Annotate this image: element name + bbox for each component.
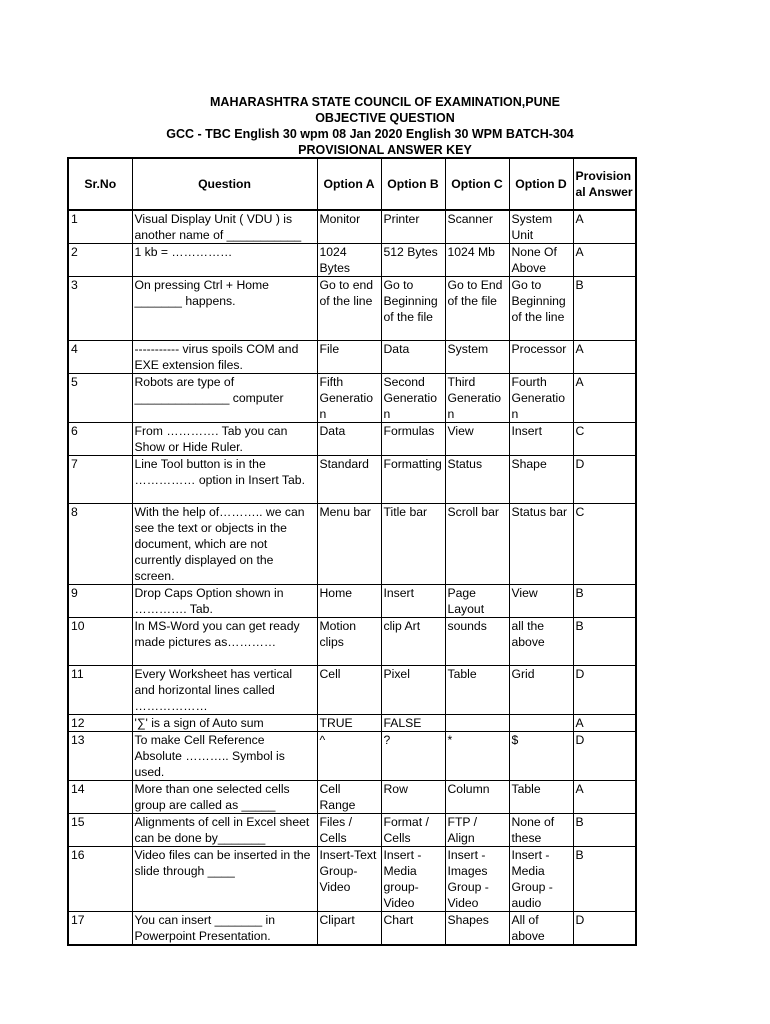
cell-question: With the help of……….. we can see the text or objects in the document, which are not currently displayed on the screen. [132, 504, 317, 585]
cell-question: More than one selected cells group are called as _____ [132, 781, 317, 814]
col-header-option-a: Option A [317, 158, 381, 210]
exam-details: GCC - TBC English 30 wpm 08 Jan 2020 English 30 WPM BATCH-304 [166, 127, 574, 141]
cell-answer: A [573, 210, 636, 244]
table-row [68, 585, 636, 618]
col-header-option-b: Option B [381, 158, 445, 210]
cell-option-c: Third Generation [445, 374, 509, 423]
cell-option-c: Status [445, 456, 509, 504]
cell-srno: 10 [68, 618, 132, 666]
col-header-option-c: Option C [445, 158, 509, 210]
cell-srno: 9 [68, 585, 132, 618]
table-row [68, 715, 636, 732]
table-row [68, 341, 636, 374]
table-row [68, 504, 636, 585]
cell-option-d: View [509, 585, 573, 618]
col-header-question: Question [132, 158, 317, 210]
cell-option-c: Column [445, 781, 509, 814]
cell-srno: 5 [68, 374, 132, 423]
cell-option-b: clip Art [381, 618, 445, 666]
cell-srno: 7 [68, 456, 132, 504]
cell-option-a: File [317, 341, 381, 374]
cell-answer: A [573, 341, 636, 374]
cell-option-a: Data [317, 423, 381, 456]
table-row [68, 847, 636, 912]
cell-option-b: Data [381, 341, 445, 374]
cell-question: Robots are type of ______________ computer [132, 374, 317, 423]
cell-option-b: FALSE [381, 715, 445, 732]
cell-option-a: Home [317, 585, 381, 618]
cell-srno: 12 [68, 715, 132, 732]
cell-srno: 17 [68, 912, 132, 946]
cell-option-c: 1024 Mb [445, 244, 509, 277]
cell-option-d: Status bar [509, 504, 573, 585]
table-row [68, 244, 636, 277]
cell-option-c: Go to End of the file [445, 277, 509, 341]
cell-option-b: Title bar [381, 504, 445, 585]
cell-question: Drop Caps Option shown in …………. Tab. [132, 585, 317, 618]
subtitle: OBJECTIVE QUESTION [315, 111, 455, 125]
cell-option-a: Insert-Text Group-Video [317, 847, 381, 912]
cell-question: ----------- virus spoils COM and EXE extension files. [132, 341, 317, 374]
cell-option-c: View [445, 423, 509, 456]
table-row [68, 666, 636, 715]
cell-srno: 3 [68, 277, 132, 341]
cell-option-d: Table [509, 781, 573, 814]
cell-answer: D [573, 456, 636, 504]
cell-option-c: Page Layout [445, 585, 509, 618]
cell-question: Line Tool button is in the …………… option in Insert Tab. [132, 456, 317, 504]
cell-answer: B [573, 814, 636, 847]
table-row [68, 277, 636, 341]
table-row [68, 210, 636, 244]
cell-answer: B [573, 618, 636, 666]
cell-question: Every Worksheet has vertical and horizontal lines called ……………… [132, 666, 317, 715]
cell-question: 1 kb = …………… [132, 244, 317, 277]
cell-option-c: Shapes [445, 912, 509, 946]
cell-option-d: Insert - Media Group - audio [509, 847, 573, 912]
cell-option-b: Format / Cells [381, 814, 445, 847]
cell-option-a: TRUE [317, 715, 381, 732]
cell-option-a: Menu bar [317, 504, 381, 585]
table-row [68, 456, 636, 504]
cell-option-c: Scroll bar [445, 504, 509, 585]
cell-option-d: None Of Above [509, 244, 573, 277]
cell-answer: A [573, 781, 636, 814]
document-header [0, 94, 770, 158]
cell-option-d: Go to Beginning of the line [509, 277, 573, 341]
council-title: MAHARASHTRA STATE COUNCIL OF EXAMINATION,PUNE [210, 95, 560, 109]
table-row [68, 423, 636, 456]
cell-option-b: Pixel [381, 666, 445, 715]
cell-option-b: Formatting [381, 456, 445, 504]
answer-key-table [67, 157, 637, 946]
cell-option-d: Fourth Generation [509, 374, 573, 423]
cell-srno: 14 [68, 781, 132, 814]
cell-option-c: * [445, 732, 509, 781]
cell-option-b: 512 Bytes [381, 244, 445, 277]
cell-answer: D [573, 732, 636, 781]
cell-option-b: Printer [381, 210, 445, 244]
cell-option-a: Fifth Generation [317, 374, 381, 423]
cell-question: On pressing Ctrl + Home _______ happens. [132, 277, 317, 341]
cell-answer: A [573, 715, 636, 732]
cell-option-b: Go to Beginning of the file [381, 277, 445, 341]
cell-question: You can insert _______ in Powerpoint Presentation. [132, 912, 317, 946]
table-row [68, 814, 636, 847]
cell-option-b: Insert - Media group-Video [381, 847, 445, 912]
cell-srno: 1 [68, 210, 132, 244]
cell-answer: C [573, 504, 636, 585]
cell-srno: 4 [68, 341, 132, 374]
col-header-answer: Provisional Answer [573, 158, 636, 210]
table-row [68, 374, 636, 423]
cell-answer: C [573, 423, 636, 456]
cell-option-c: Insert - Images Group - Video [445, 847, 509, 912]
cell-answer: A [573, 244, 636, 277]
cell-option-a: 1024 Bytes [317, 244, 381, 277]
table-row [68, 618, 636, 666]
cell-option-a: ^ [317, 732, 381, 781]
cell-option-a: Cell [317, 666, 381, 715]
answer-key-title: PROVISIONAL ANSWER KEY [298, 143, 472, 157]
cell-option-a: Cell Range [317, 781, 381, 814]
cell-question: Visual Display Unit ( VDU ) is another name of ___________ [132, 210, 317, 244]
cell-srno: 16 [68, 847, 132, 912]
cell-question: Alignments of cell in Excel sheet can be done by_______ [132, 814, 317, 847]
cell-option-d [509, 715, 573, 732]
cell-srno: 11 [68, 666, 132, 715]
cell-answer: D [573, 666, 636, 715]
cell-option-a: Go to end of the line [317, 277, 381, 341]
cell-option-d: all the above [509, 618, 573, 666]
cell-answer: B [573, 585, 636, 618]
cell-srno: 15 [68, 814, 132, 847]
cell-option-a: Standard [317, 456, 381, 504]
cell-option-b: Row [381, 781, 445, 814]
cell-option-a: Monitor [317, 210, 381, 244]
cell-option-c: FTP / Align [445, 814, 509, 847]
cell-option-d: Processor [509, 341, 573, 374]
cell-answer: B [573, 847, 636, 912]
cell-option-b: Second Generation [381, 374, 445, 423]
cell-question: From …………. Tab you can Show or Hide Ruler. [132, 423, 317, 456]
col-header-srno: Sr.No [68, 158, 132, 210]
cell-option-a: Motion clips [317, 618, 381, 666]
cell-answer: B [573, 277, 636, 341]
cell-question: '∑' is a sign of Auto sum [132, 715, 317, 732]
cell-srno: 6 [68, 423, 132, 456]
cell-srno: 2 [68, 244, 132, 277]
cell-question: To make Cell Reference Absolute ……….. Symbol is used. [132, 732, 317, 781]
cell-option-c: System [445, 341, 509, 374]
table-row [68, 732, 636, 781]
table-row [68, 912, 636, 946]
cell-option-a: Clipart [317, 912, 381, 946]
cell-option-b: Formulas [381, 423, 445, 456]
cell-option-b: Chart [381, 912, 445, 946]
col-header-option-d: Option D [509, 158, 573, 210]
cell-option-c: Scanner [445, 210, 509, 244]
cell-option-a: Files / Cells [317, 814, 381, 847]
cell-option-c [445, 715, 509, 732]
cell-answer: D [573, 912, 636, 946]
cell-option-d: Grid [509, 666, 573, 715]
cell-option-d: None of these [509, 814, 573, 847]
cell-question: Video files can be inserted in the slide through ____ [132, 847, 317, 912]
cell-option-c: sounds [445, 618, 509, 666]
cell-option-b: ? [381, 732, 445, 781]
cell-question: In MS-Word you can get ready made pictures as………… [132, 618, 317, 666]
cell-option-c: Table [445, 666, 509, 715]
cell-option-b: Insert [381, 585, 445, 618]
cell-option-d: Shape [509, 456, 573, 504]
cell-option-d: $ [509, 732, 573, 781]
cell-option-d: Insert [509, 423, 573, 456]
table-row [68, 781, 636, 814]
cell-option-d: All of above [509, 912, 573, 946]
cell-answer: A [573, 374, 636, 423]
table-header-row [68, 158, 636, 210]
cell-srno: 8 [68, 504, 132, 585]
cell-srno: 13 [68, 732, 132, 781]
cell-option-d: System Unit [509, 210, 573, 244]
